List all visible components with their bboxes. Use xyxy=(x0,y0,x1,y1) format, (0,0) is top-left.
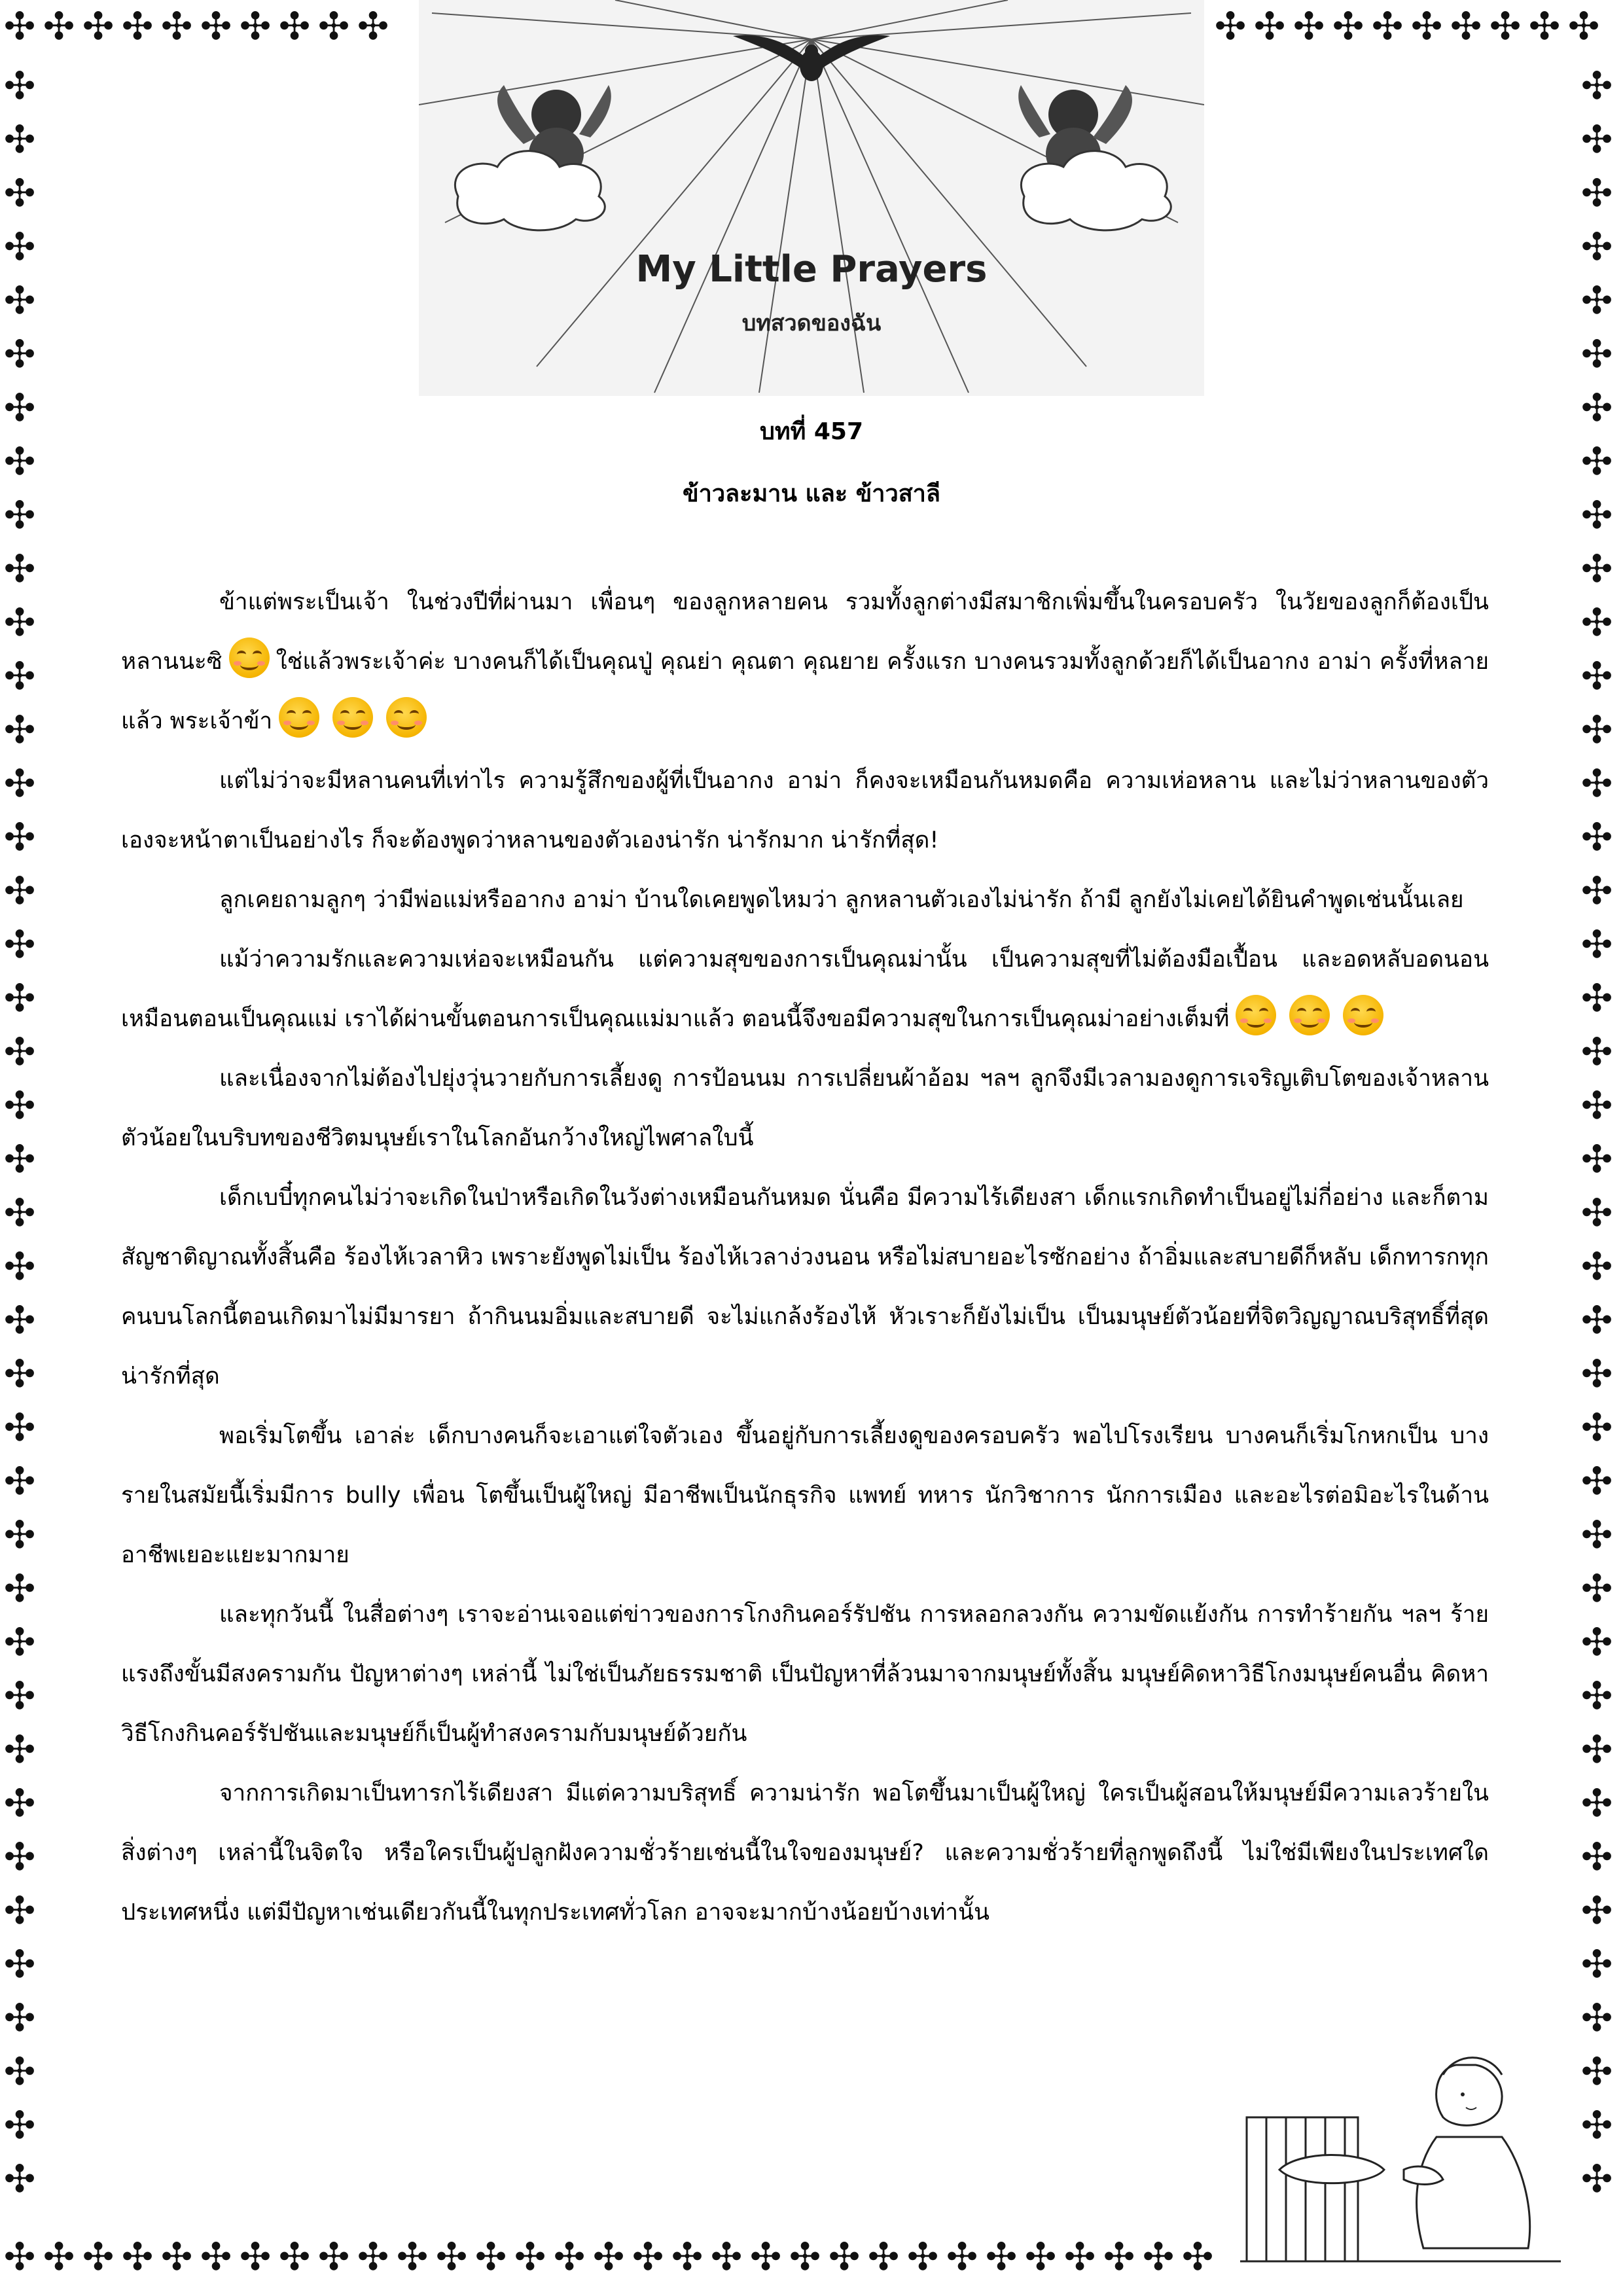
cross-border-icon: ✣ xyxy=(1580,1030,1613,1074)
header-illustration xyxy=(419,0,1204,396)
smiling-face-icon xyxy=(386,697,427,738)
cross-border-icon: ✣ xyxy=(3,439,36,484)
cross-border-icon: ✣ xyxy=(3,600,36,645)
cross-border-icon: ✣ xyxy=(1580,1835,1613,1879)
chapter-title: ข้าวละมาน และ ข้าวสาลี xyxy=(683,480,940,507)
top-left-cross-border xyxy=(0,4,393,48)
cross-border-icon: ✣ xyxy=(3,1674,36,1718)
left-cross-border xyxy=(0,59,39,2206)
cross-border-icon: ✣ xyxy=(3,815,36,859)
cross-border-icon: ✣ xyxy=(3,1137,36,1181)
cross-border-icon: ✣ xyxy=(1253,4,1286,48)
cross-border-icon: ✣ xyxy=(1580,600,1613,645)
cross-border-icon: ✣ xyxy=(671,2234,704,2279)
cross-border-icon: ✣ xyxy=(43,2234,75,2279)
cross-border-icon: ✣ xyxy=(553,2234,586,2279)
cross-border-icon: ✣ xyxy=(3,2049,36,2094)
cross-border-icon: ✣ xyxy=(3,1620,36,1664)
cross-border-icon: ✣ xyxy=(239,4,272,48)
paragraph: แต่ไม่ว่าจะมีหลานคนที่เท่าไร ความรู้สึกของผู้ที่เป็นอากง อาม่า ก็คงจะเหมือนกันหมดคือ ความเห่อหลาน และไม่ว่าหลานของตัวเองจะหน้าตาเป็นอย่างไร ก็จะต้องพูดว่าหลานของตัวเองน่ารัก น่ารักมาก น่ารักที่สุด! xyxy=(121,768,1489,853)
cross-border-icon: ✣ xyxy=(1580,1083,1613,1128)
cross-border-icon: ✣ xyxy=(121,4,154,48)
cross-border-icon: ✣ xyxy=(1580,922,1613,967)
cross-border-icon: ✣ xyxy=(3,1942,36,1986)
cross-border-icon: ✣ xyxy=(357,4,389,48)
cross-border-icon: ✣ xyxy=(632,2234,664,2279)
cross-border-icon: ✣ xyxy=(1580,332,1613,376)
cross-border-icon: ✣ xyxy=(1214,4,1247,48)
cross-border-icon: ✣ xyxy=(1580,761,1613,806)
cross-border-icon: ✣ xyxy=(357,2234,389,2279)
cross-border-icon: ✣ xyxy=(1103,2234,1135,2279)
cross-border-icon: ✣ xyxy=(3,1030,36,1074)
cross-border-icon: ✣ xyxy=(1293,4,1325,48)
cross-border-icon: ✣ xyxy=(1580,386,1613,430)
cross-border-icon: ✣ xyxy=(1580,976,1613,1020)
article-body xyxy=(121,573,1489,1943)
cross-border-icon: ✣ xyxy=(1580,2049,1613,2094)
cross-border-icon: ✣ xyxy=(3,278,36,323)
cross-border-icon: ✣ xyxy=(1332,4,1364,48)
cross-border-icon: ✣ xyxy=(3,1888,36,1933)
cross-border-icon: ✣ xyxy=(3,1244,36,1289)
smiling-face-icon xyxy=(229,637,270,678)
cross-border-icon: ✣ xyxy=(1580,1942,1613,1986)
top-right-cross-border xyxy=(1211,4,1603,48)
smiling-face-icon xyxy=(1236,995,1276,1035)
cross-border-icon: ✣ xyxy=(3,976,36,1020)
cross-border-icon: ✣ xyxy=(1580,1888,1613,1933)
cross-border-icon: ✣ xyxy=(1580,63,1613,108)
cross-border-icon: ✣ xyxy=(514,2234,546,2279)
paragraph-text: ใช่แล้วพระเจ้าค่ะ บางคนก็ได้เป็นคุณปู่ คุณย่า คุณตา คุณยาย ครั้งแรก บางคนรวมทั้งลูกด้วยก็ได้เป็นอากง อาม่า ครั้งที่หลายแล้ว พระเจ้าข้า xyxy=(121,649,1489,734)
smiling-face-icon xyxy=(332,697,373,738)
smiling-face-icon xyxy=(1343,995,1383,1035)
cross-border-icon: ✣ xyxy=(1580,1405,1613,1450)
cross-border-icon: ✣ xyxy=(1450,4,1482,48)
cross-border-icon: ✣ xyxy=(1024,2234,1057,2279)
cross-border-icon: ✣ xyxy=(200,4,232,48)
cross-border-icon: ✣ xyxy=(1580,869,1613,913)
cross-border-icon: ✣ xyxy=(3,869,36,913)
cross-border-icon: ✣ xyxy=(1580,1727,1613,1772)
chapter-number: บทที่ 457 xyxy=(760,418,863,445)
cross-border-icon: ✣ xyxy=(278,2234,311,2279)
cross-border-icon: ✣ xyxy=(3,547,36,591)
cross-border-icon: ✣ xyxy=(3,224,36,269)
cross-border-icon: ✣ xyxy=(1580,1566,1613,1611)
cross-border-icon: ✣ xyxy=(435,2234,468,2279)
paragraph: พอเริ่มโตขึ้น เอาล่ะ เด็กบางคนก็จะเอาแต่ใจตัวเอง ขึ้นอยู่กับการเลี้ยงดูของครอบครัว พอไปโรงเรียน บางคนก็เริ่มโกหกเป็น บางรายในสมัยนี้เริ่มมีการ bully เพื่อน โตขึ้นเป็นผู้ใหญ่ มีอาชีพเป็นนักธุรกิจ แพทย์ ทหาร นักวิชาการ นักการเมือง และอะไรต่อมิอะไรในด้านอาชีพเยอะแยะมากมาย xyxy=(121,1423,1489,1568)
cross-border-icon: ✣ xyxy=(3,1298,36,1342)
cross-border-icon: ✣ xyxy=(1489,4,1522,48)
cross-border-icon: ✣ xyxy=(1580,439,1613,484)
cross-border-icon: ✣ xyxy=(710,2234,743,2279)
cross-border-icon: ✣ xyxy=(1580,1620,1613,1664)
cross-border-icon: ✣ xyxy=(239,2234,272,2279)
cross-border-icon: ✣ xyxy=(3,1781,36,1825)
cross-border-icon: ✣ xyxy=(160,4,193,48)
cross-border-icon: ✣ xyxy=(82,2234,115,2279)
cross-border-icon: ✣ xyxy=(1580,1137,1613,1181)
cross-border-icon: ✣ xyxy=(1567,4,1600,48)
smiling-face-icon xyxy=(1289,995,1330,1035)
cross-border-icon: ✣ xyxy=(3,1191,36,1235)
cross-border-icon: ✣ xyxy=(3,493,36,537)
cross-border-icon: ✣ xyxy=(3,2157,36,2201)
cross-border-icon: ✣ xyxy=(82,4,115,48)
paragraph: เด็กเบบี๋ทุกคนไม่ว่าจะเกิดในป่าหรือเกิดในวังต่างเหมือนกันหมด นั่นคือ มีความไร้เดียงสา เด็กแรกเกิดทำเป็นอยู่ไม่กี่อย่าง และก็ตามสัญชาติญาณทั้งสิ้นคือ ร้องไห้เวลาหิว เพราะยังพูดไม่เป็น ร้องไห้เวลาง่วงนอน หรือไม่สบายอะไรซักอย่าง ถ้าอิ่มและสบายดีก็หลับ เด็กทารกทุกคนบนโลกนี้ตอนเกิดมาไม่มีมารยา ถ้ากินนมอิ่มและสบายดี จะไม่แกล้งร้องไห้ หัวเราะก็ยังไม่เป็น เป็นมนุษย์ตัวน้อยที่จิตวิญญาณบริสุทธิ์ที่สุด น่ารักที่สุด xyxy=(121,1185,1489,1390)
cross-border-icon: ✣ xyxy=(1580,1459,1613,1503)
cross-border-icon: ✣ xyxy=(1580,1781,1613,1825)
cross-border-icon: ✣ xyxy=(1181,2234,1214,2279)
cross-border-icon: ✣ xyxy=(1580,278,1613,323)
cross-border-icon: ✣ xyxy=(985,2234,1018,2279)
cross-border-icon: ✣ xyxy=(1580,1996,1613,2040)
paragraph: และเนื่องจากไม่ต้องไปยุ่งวุ่นวายกับการเลี้ยงดู การป้อนนม การเปลี่ยนผ้าอ้อม ฯลฯ ลูกจึงมีเวลามองดูการเจริญเติบโตของเจ้าหลานตัวน้อยในบริบทของชีวิตมนุษย์เราในโลกอันกว้างใหญ่ไพศาลใบนี้ xyxy=(121,1066,1489,1151)
cross-border-icon: ✣ xyxy=(3,386,36,430)
cross-border-icon: ✣ xyxy=(906,2234,939,2279)
cross-border-icon: ✣ xyxy=(1580,547,1613,591)
cross-border-icon: ✣ xyxy=(1580,493,1613,537)
cross-border-icon: ✣ xyxy=(1063,2234,1096,2279)
cross-border-icon: ✣ xyxy=(1580,708,1613,752)
cross-border-icon: ✣ xyxy=(3,761,36,806)
bottom-cross-border xyxy=(0,2234,1217,2279)
cross-border-icon: ✣ xyxy=(3,654,36,698)
cross-border-icon: ✣ xyxy=(121,2234,154,2279)
cross-border-icon: ✣ xyxy=(3,1996,36,2040)
cross-border-icon: ✣ xyxy=(1580,224,1613,269)
cross-border-icon: ✣ xyxy=(1580,2103,1613,2147)
cross-border-icon: ✣ xyxy=(1410,4,1443,48)
cross-border-icon: ✣ xyxy=(3,1727,36,1772)
paragraph-text: ข้าแต่พระเป็นเจ้า ในช่วงปีที่ผ่านมา เพื่อนๆ ของลูกหลายคน รวมทั้งลูกต่างมีสมาชิกเพิ่มขึ้นในครอบครัว ในวัยของลูกก็ต้องเป็นหลานนะซิ xyxy=(121,589,1489,675)
cross-border-icon: ✣ xyxy=(3,922,36,967)
cross-border-icon: ✣ xyxy=(1580,1191,1613,1235)
cross-border-icon: ✣ xyxy=(3,1352,36,1396)
cross-border-icon: ✣ xyxy=(160,2234,193,2279)
cross-border-icon: ✣ xyxy=(3,63,36,108)
cross-border-icon: ✣ xyxy=(3,1083,36,1128)
cross-border-icon: ✣ xyxy=(1528,4,1561,48)
cross-border-icon: ✣ xyxy=(3,1566,36,1611)
paragraph xyxy=(121,573,1489,751)
praying-child-illustration xyxy=(1240,2039,1567,2268)
cross-border-icon: ✣ xyxy=(396,2234,429,2279)
cross-border-icon: ✣ xyxy=(278,4,311,48)
cross-border-icon: ✣ xyxy=(43,4,75,48)
cross-border-icon: ✣ xyxy=(474,2234,507,2279)
cross-border-icon: ✣ xyxy=(3,1513,36,1557)
cross-border-icon: ✣ xyxy=(1580,2157,1613,2201)
cross-border-icon: ✣ xyxy=(1371,4,1404,48)
cross-border-icon: ✣ xyxy=(3,4,36,48)
cross-border-icon: ✣ xyxy=(200,2234,232,2279)
smiling-face-icon xyxy=(279,697,319,738)
cross-border-icon: ✣ xyxy=(1142,2234,1175,2279)
cross-border-icon: ✣ xyxy=(946,2234,978,2279)
cross-border-icon: ✣ xyxy=(867,2234,900,2279)
cross-border-icon: ✣ xyxy=(828,2234,861,2279)
cross-border-icon: ✣ xyxy=(1580,654,1613,698)
cross-border-icon: ✣ xyxy=(3,2234,36,2279)
cross-border-icon: ✣ xyxy=(592,2234,625,2279)
cross-border-icon: ✣ xyxy=(317,4,350,48)
cross-border-icon: ✣ xyxy=(749,2234,782,2279)
cross-border-icon: ✣ xyxy=(1580,1674,1613,1718)
cross-border-icon: ✣ xyxy=(3,1835,36,1879)
right-cross-border xyxy=(1577,59,1616,2206)
cross-border-icon: ✣ xyxy=(1580,171,1613,215)
cross-border-icon: ✣ xyxy=(1580,117,1613,162)
paragraph: ลูกเคยถามลูกๆ ว่ามีพ่อแม่หรืออากง อาม่า บ้านใดเคยพูดไหมว่า ลูกหลานตัวเองไม่น่ารัก ถ้ามี ลูกยังไม่เคยได้ยินคำพูดเช่นนั้นเลย xyxy=(219,887,1464,913)
cross-border-icon: ✣ xyxy=(3,708,36,752)
cross-border-icon: ✣ xyxy=(317,2234,350,2279)
cross-border-icon: ✣ xyxy=(3,171,36,215)
header-title: My Little Prayers xyxy=(635,248,988,291)
paragraph xyxy=(121,930,1489,1049)
cross-border-icon: ✣ xyxy=(1580,1513,1613,1557)
paragraph: จากการเกิดมาเป็นทารกไร้เดียงสา มีแต่ความบริสุทธิ์ ความน่ารัก พอโตขึ้นมาเป็นผู้ใหญ่ ใครเป็นผู้สอนให้มนุษย์มีความเลวร้ายในสิ่งต่างๆ เหล่านี้ในจิตใจ หรือใครเป็นผู้ปลูกฝังความชั่วร้ายเช่นนี้ในใจของมนุษย์? และความชั่วร้ายที่ลูกพูดถึงนี้ ไม่ใช่มีเพียงในประเทศใดประเทศหนึ่ง แต่มีปัญหาเช่นเดียวกันนี้ในทุกประเทศทั่วโลก อาจจะมากบ้างน้อยบ้างเท่านั้น xyxy=(121,1780,1489,1926)
cross-border-icon: ✣ xyxy=(1580,1352,1613,1396)
cross-border-icon: ✣ xyxy=(3,1405,36,1450)
cross-border-icon: ✣ xyxy=(3,332,36,376)
paragraph: และทุกวันนี้ ในสื่อต่างๆ เราจะอ่านเจอแต่ข่าวของการโกงกินคอร์รัปชัน การหลอกลวงกัน ความขัดแย้งกัน การทำร้ายกัน ฯลฯ ร้ายแรงถึงขั้นมีสงครามกัน ปัญหาต่างๆ เหล่านี้ ไม่ใช่เป็นภัยธรรมชาติ เป็นปัญหาที่ล้วนมาจากมนุษย์ทั้งสิ้น มนุษย์คิดหาวิธีโกงมนุษย์คนอื่น คิดหาวิธีโกงกินคอร์รัปชันและมนุษย์ก็เป็นผู้ทำสงครามกับมนุษย์ด้วยกัน xyxy=(121,1602,1489,1747)
cross-border-icon: ✣ xyxy=(789,2234,821,2279)
cross-border-icon: ✣ xyxy=(1580,1244,1613,1289)
cross-border-icon: ✣ xyxy=(3,2103,36,2147)
cross-border-icon: ✣ xyxy=(1580,1298,1613,1342)
paragraph-text: แม้ว่าความรักและความเห่อจะเหมือนกัน แต่ความสุขของการเป็นคุณม่านั้น เป็นความสุขที่ไม่ต้องมือเปื้อน และอดหลับอดนอนเหมือนตอนเป็นคุณแม่ เราได้ผ่านขั้นตอนการเป็นคุณแม่มาแล้ว ตอนนี้จึงขอมีความสุขในการเป็นคุณม่าอย่างเต็มที่ xyxy=(121,946,1489,1032)
cross-border-icon: ✣ xyxy=(3,117,36,162)
header-subtitle: บทสวดของฉัน xyxy=(741,310,882,336)
cross-border-icon: ✣ xyxy=(1580,815,1613,859)
cross-border-icon: ✣ xyxy=(3,1459,36,1503)
